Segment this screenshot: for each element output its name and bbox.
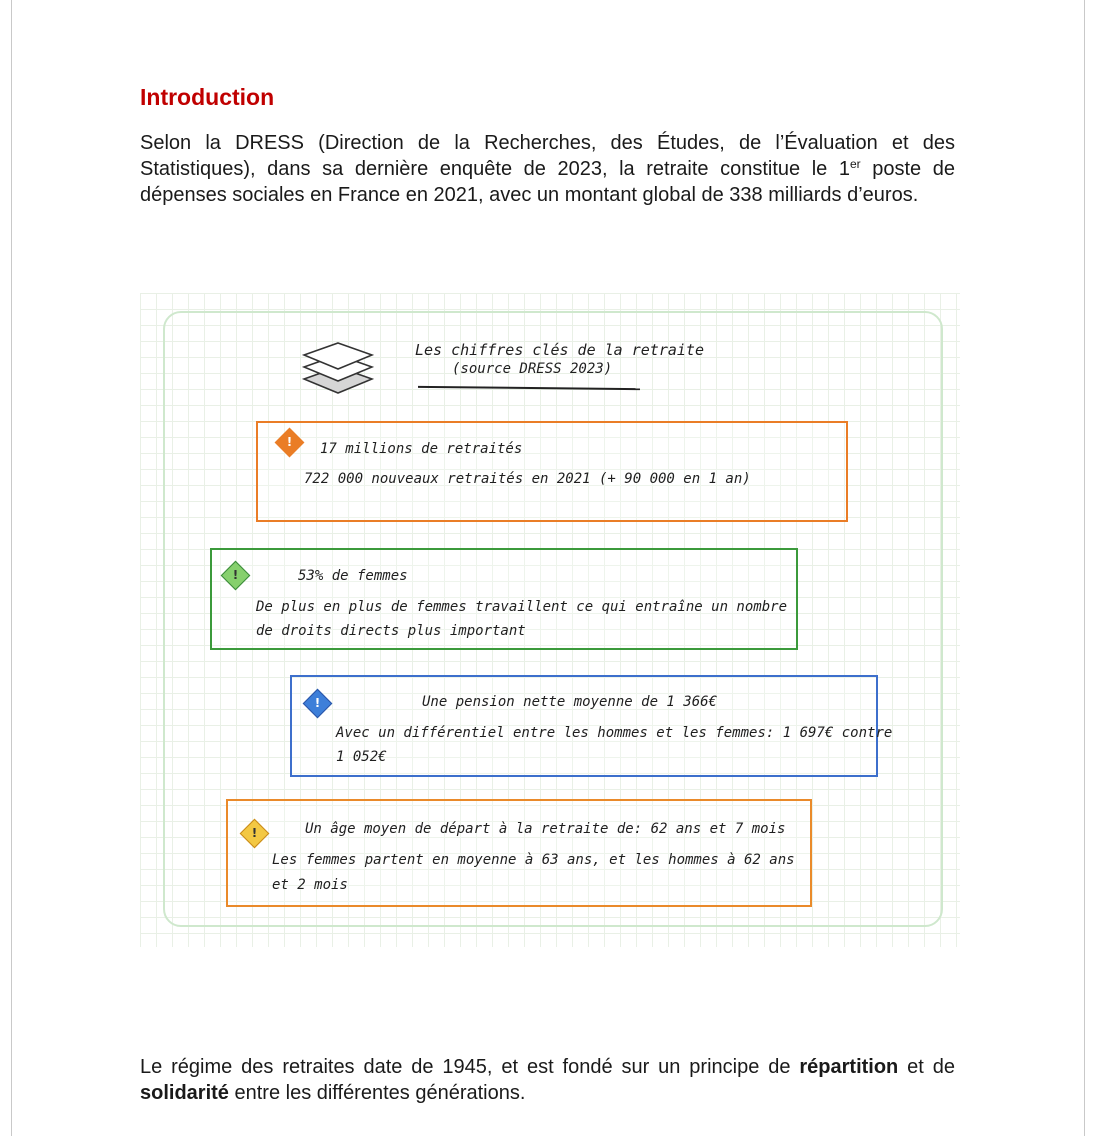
infographic-source: (source DRESS 2023) bbox=[452, 361, 613, 377]
regime-text-b: et de bbox=[898, 1056, 955, 1078]
intro-text-b: poste de dépenses sociales en France en 2021, avec un montant global de 338 milliards d’euros. bbox=[140, 158, 955, 206]
card-pension-line3: 1 052€ bbox=[336, 749, 387, 765]
bold-solidarite: solidarité bbox=[140, 1082, 229, 1104]
card-age-line3: et 2 mois bbox=[272, 877, 348, 893]
page-edge-left bbox=[11, 0, 12, 1136]
warning-icon: ! bbox=[303, 689, 333, 719]
page-edge-right bbox=[1084, 0, 1085, 1136]
card-pension-line2: Avec un différentiel entre les hommes et les femmes: 1 697€ contre bbox=[336, 725, 893, 741]
warning-icon: ! bbox=[275, 428, 305, 458]
intro-paragraph bbox=[140, 130, 955, 208]
regime-text-a: Le régime des retraites date de 1945, et est fondé sur un principe de bbox=[140, 1056, 800, 1078]
card-women-line2: De plus en plus de femmes travaillent ce qui entraîne un nombre bbox=[256, 599, 788, 615]
section-heading: Introduction bbox=[140, 84, 275, 110]
card-retirees-line2: 722 000 nouveaux retraités en 2021 (+ 90 000 en 1 an) bbox=[304, 471, 751, 487]
regime-paragraph bbox=[140, 1054, 955, 1106]
intro-text-a: Selon la DRESS (Direction de la Recherches, des Études, de l’Évaluation et des Statistiques), dans sa dernière enquête de 2023, la retraite constitue le 1 bbox=[140, 132, 955, 180]
bold-repartition: répartition bbox=[799, 1056, 899, 1078]
warning-icon: ! bbox=[240, 819, 270, 849]
regime-text-c: entre les différentes générations. bbox=[228, 1082, 526, 1104]
warning-icon: ! bbox=[221, 561, 251, 591]
card-pension-line1: Une pension nette moyenne de 1 366€ bbox=[422, 694, 718, 710]
infographic-title: Les chiffres clés de la retraite bbox=[415, 341, 704, 359]
key-figures-infographic bbox=[140, 293, 960, 947]
card-women-line3: de droits directs plus important bbox=[256, 623, 526, 639]
card-age-line2: Les femmes partent en moyenne à 63 ans, et les hommes à 62 ans bbox=[272, 852, 795, 868]
layers-icon bbox=[302, 337, 374, 399]
card-women-line1: 53% de femmes bbox=[298, 568, 408, 584]
card-age-line1: Un âge moyen de départ à la retraite de: 62 ans et 7 mois bbox=[305, 821, 786, 837]
intro-superscript: er bbox=[849, 157, 861, 171]
card-retirees-line1: 17 millions de retraités bbox=[320, 441, 523, 457]
